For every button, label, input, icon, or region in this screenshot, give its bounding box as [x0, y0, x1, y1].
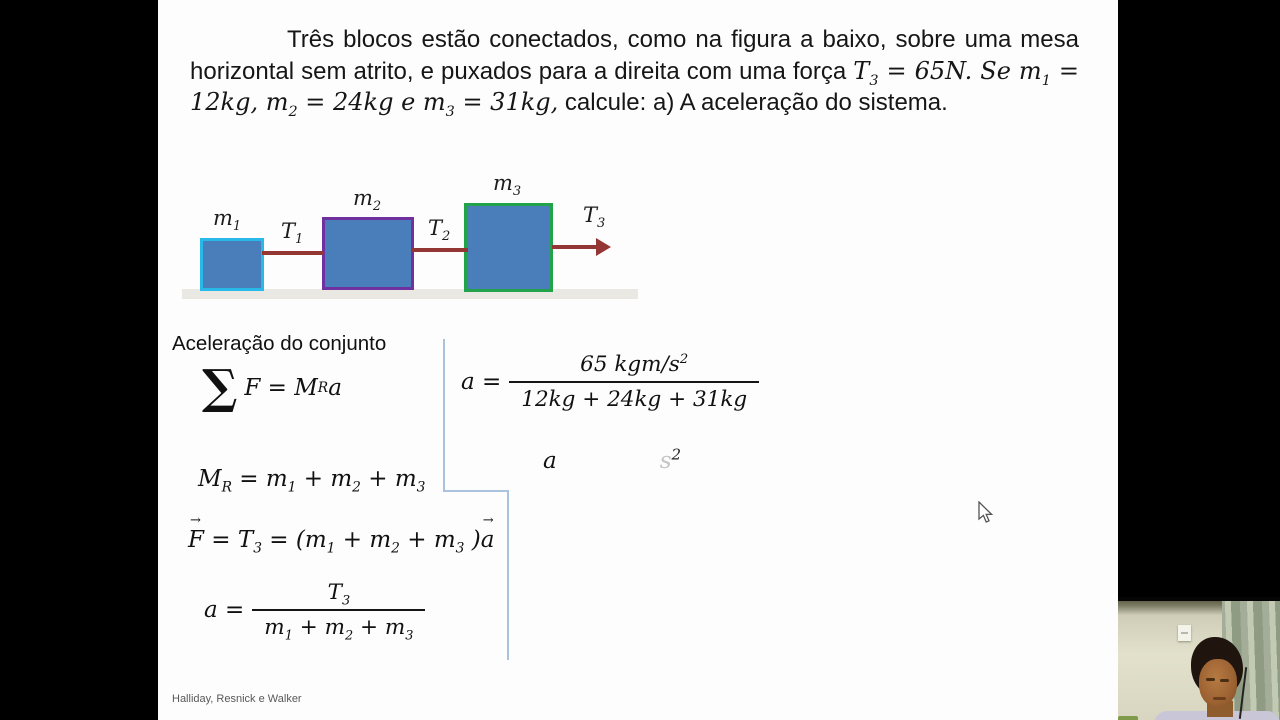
eq-sub: 2	[288, 103, 298, 120]
block-m3	[464, 203, 553, 292]
eq-text: a =	[461, 369, 502, 395]
vector-a	[480, 513, 495, 553]
t3-arrow-shaft	[552, 245, 598, 249]
eq-text: = 65N. Se m	[878, 56, 1042, 85]
eq-sub: 3	[341, 593, 351, 609]
webcam-person-eye	[1206, 678, 1215, 681]
eq-sub: 1	[232, 219, 242, 235]
eq-sub: 2	[442, 229, 451, 245]
equation-acceleration	[204, 580, 425, 644]
fraction	[509, 352, 759, 412]
eq-sub: 2	[372, 199, 382, 215]
eq-sub: R	[221, 479, 232, 496]
equation-total-mass	[198, 466, 426, 496]
t3-arrow-head-icon	[596, 238, 611, 256]
eq-text: T	[583, 203, 598, 227]
eq-text: a	[328, 374, 342, 401]
eq-sub: 1	[284, 628, 293, 644]
divider-line-horizontal	[443, 490, 509, 492]
result-units	[659, 445, 682, 474]
vector-arrow-icon: →	[482, 513, 494, 528]
equation-result-partial	[543, 445, 682, 474]
eq-text: T	[428, 216, 443, 240]
problem-text-2: calcule: a) A aceleração do sistema.	[558, 89, 948, 116]
eq-text: + m	[353, 615, 406, 640]
label-m1	[213, 206, 242, 235]
eq-text: F = M	[244, 374, 318, 401]
eq-text: m	[264, 615, 285, 640]
label-m2	[353, 186, 382, 215]
mouse-cursor-icon	[977, 501, 994, 524]
eq-sub: 3	[253, 540, 262, 557]
eq-text: M	[198, 466, 222, 492]
eq-text: = m	[231, 466, 288, 492]
rope-t1	[262, 251, 324, 255]
eq-text: a	[480, 527, 495, 553]
eq-text: a	[543, 448, 557, 474]
problem-statement	[190, 24, 1079, 119]
eq-text: + m	[296, 466, 353, 492]
eq-sub: 2	[352, 479, 361, 496]
eq-text: T	[281, 219, 296, 243]
eq-text: m	[353, 186, 373, 210]
eq-text: T	[853, 56, 870, 85]
eq-sup: 2	[679, 351, 689, 367]
vector-arrow-icon: →	[190, 513, 201, 528]
eq-text-faint: s	[659, 448, 672, 474]
eq-text: = 31kg,	[454, 88, 559, 116]
block-m2	[322, 217, 414, 290]
eq-sub: 1	[287, 479, 297, 496]
eq-text: 65 kgm/s	[580, 352, 680, 377]
fraction	[252, 580, 425, 644]
webcam-light-switch	[1178, 625, 1191, 641]
label-m3	[493, 171, 522, 200]
vector-f	[188, 513, 204, 553]
equation-force	[188, 513, 495, 557]
eq-text: m	[493, 171, 513, 195]
fraction-denominator	[252, 609, 425, 644]
block-m1	[200, 238, 264, 291]
eq-sub: 3	[455, 540, 465, 557]
eq-text: = (m	[261, 527, 327, 553]
eq-sup: 2	[671, 445, 682, 464]
eq-sub: 3	[869, 72, 879, 89]
fraction-denominator: 12kg + 24kg + 31kg	[509, 381, 759, 412]
eq-sub: 1	[1041, 72, 1051, 89]
eq-sub: 2	[391, 540, 400, 557]
eq-text: a =	[204, 597, 245, 623]
eq-text: = T	[203, 527, 254, 553]
eq-sub: 1	[326, 540, 336, 557]
label-t1	[281, 219, 304, 248]
eq-text: F	[188, 527, 204, 553]
webcam-foreground-object	[1118, 716, 1138, 720]
eq-text: )	[464, 527, 481, 553]
eq-text: = 24kg e m	[297, 88, 446, 116]
eq-text: = 12kg, m	[190, 56, 1079, 116]
equation-numeric	[461, 352, 759, 412]
webcam-person-eye	[1220, 679, 1229, 682]
eq-sub: 1	[295, 232, 304, 248]
webcam-person-mouth	[1213, 697, 1226, 700]
eq-sub: 3	[512, 184, 522, 200]
divider-line-vertical-2	[507, 490, 509, 660]
problem-text-1: Três blocos estão conectados, como na figura a baixo, sobre uma mesa horizontal sem atrito, e puxados para a direita com uma força	[190, 26, 1079, 85]
label-t3	[583, 203, 606, 232]
eq-sub: 3	[405, 628, 414, 644]
webcam-overlay	[1118, 597, 1280, 720]
rope-t2	[412, 248, 468, 252]
eq-text: m	[213, 206, 233, 230]
webcam-video	[1118, 601, 1280, 720]
label-t2	[428, 216, 451, 245]
fraction-numerator	[509, 352, 759, 381]
eq-sub: 3	[416, 479, 426, 496]
sigma-symbol: ∑	[202, 360, 238, 415]
fraction-numerator	[252, 580, 425, 609]
equation-newton: ∑ F = M R a	[202, 360, 342, 415]
eq-sub: 3	[597, 216, 606, 232]
eq-text: + m	[360, 466, 417, 492]
eq-text: T	[327, 580, 342, 605]
eq-text: + m	[292, 615, 345, 640]
divider-line-vertical-1	[443, 339, 445, 491]
presentation-slide	[158, 0, 1118, 720]
solution-heading: Aceleração do conjunto	[172, 332, 387, 355]
reference-citation: Halliday, Resnick e Walker	[172, 693, 302, 705]
eq-sub: 3	[445, 103, 455, 120]
eq-text: + m	[399, 527, 456, 553]
eq-sub: 2	[344, 628, 354, 644]
eq-text: + m	[335, 527, 392, 553]
